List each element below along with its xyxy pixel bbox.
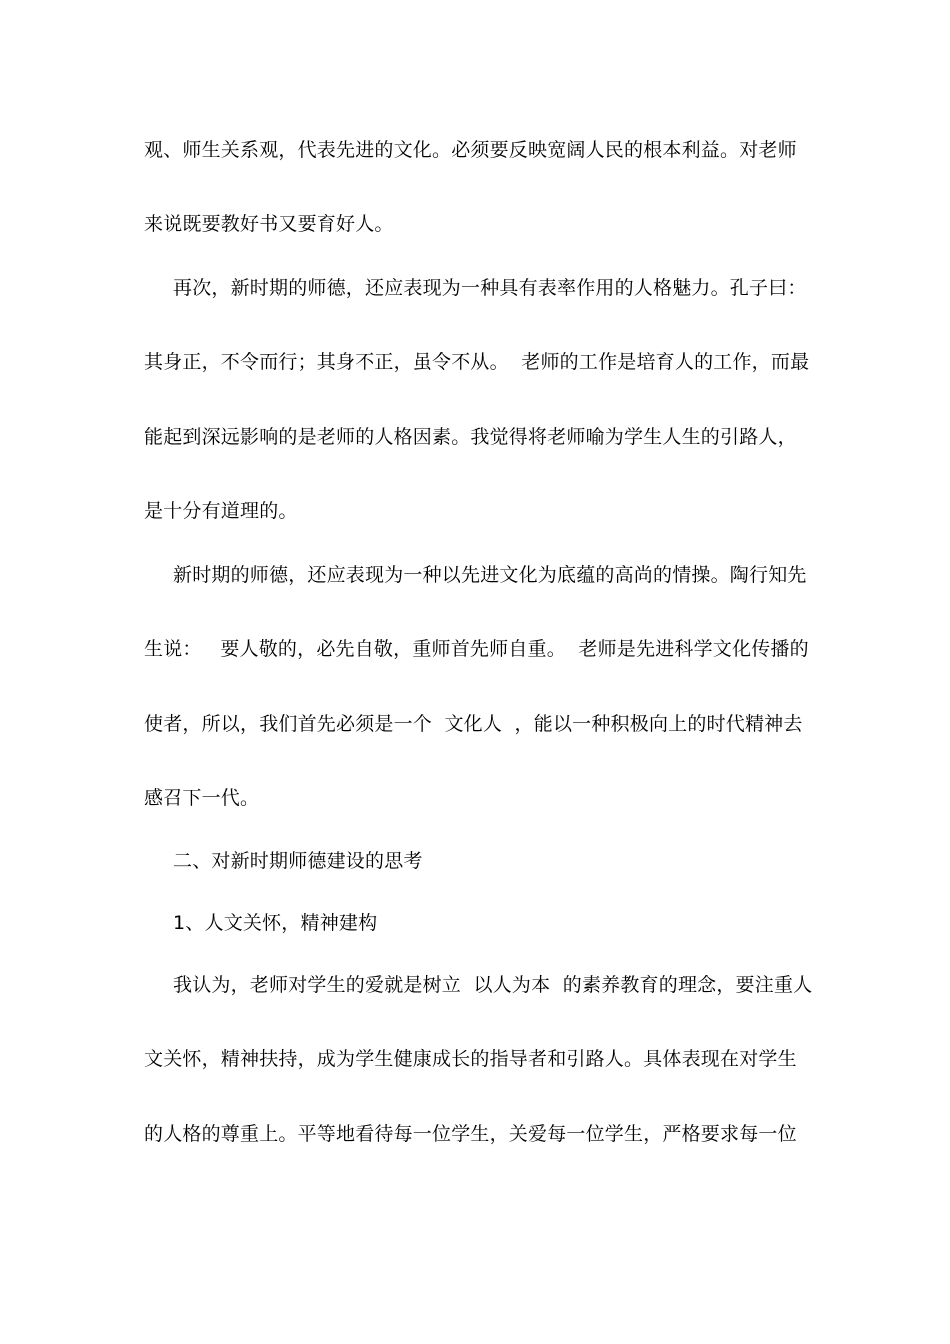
text-line: 是十分有道理的。: [144, 500, 298, 522]
paragraph-first-line: 我认为，老师对学生的爱就是树立 以人为本 的素养教育的理念，要注重人: [173, 974, 813, 996]
subsection-heading: 1、人文关怀，精神建构: [173, 912, 378, 934]
text-line: 文关怀，精神扶持，成为学生健康成长的指导者和引路人。具体表现在对学生: [144, 1048, 797, 1070]
text-line: 的人格的尊重上。平等地看待每一位学生，关爱每一位学生，严格要求每一位: [144, 1123, 797, 1145]
section-heading: 二、对新时期师德建设的思考: [173, 850, 423, 872]
text-line: 来说既要教好书又要育好人。: [144, 213, 394, 235]
text-line: 其身正，不令而行；其身不正，虽令不从。 老师的工作是培育人的工作，而最: [144, 351, 810, 373]
text-line: 使者，所以，我们首先必须是一个 文化人 ，能以一种积极向上的时代精神去: [144, 713, 803, 735]
paragraph-first-line: 再次，新时期的师德，还应表现为一种具有表率作用的人格魅力。孔子曰：: [173, 277, 807, 299]
text-line: 感召下一代。: [144, 787, 260, 809]
paragraph-first-line: 新时期的师德，还应表现为一种以先进文化为底蕴的高尚的情操。陶行知先: [173, 564, 807, 586]
text-line: 生说： 要人敬的，必先自敬，重师首先师自重。 老师是先进科学文化传播的: [144, 638, 809, 660]
text-line: 能起到深远影响的是老师的人格因素。我觉得将老师喻为学生人生的引路人，: [144, 426, 797, 448]
text-line: 观、师生关系观，代表先进的文化。必须要反映宽阔人民的根本利益。对老师: [144, 139, 797, 161]
